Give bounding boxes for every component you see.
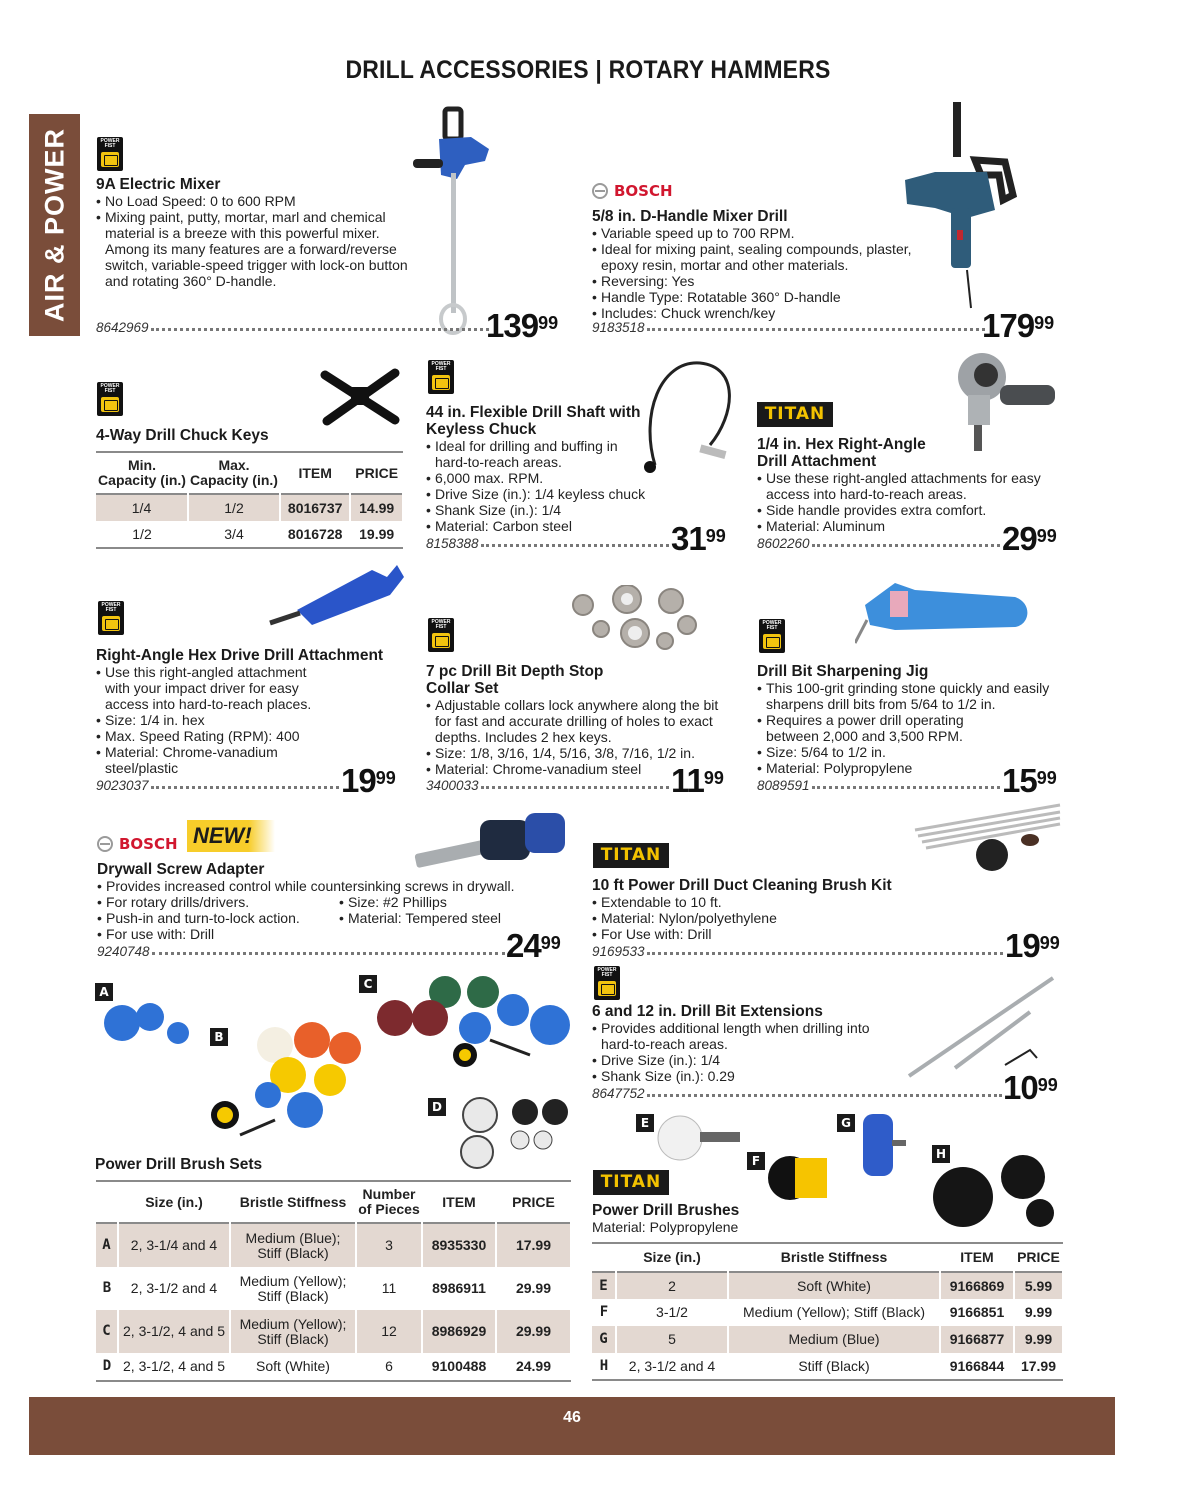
- brushes-subtitle: Material: Polypropylene: [592, 1219, 739, 1235]
- brush-set-b-image: [200, 1020, 380, 1160]
- price: $139^{99}$: [486, 307, 559, 344]
- column-header: Size (in.): [643, 1249, 701, 1265]
- price: $29^{99}$: [1002, 520, 1057, 557]
- table-row: 1/4 1/2 8016737 14.99: [96, 494, 403, 521]
- table-row: H 2, 3-1/2 and 4 Stiff (Black) 9166844 17.99: [592, 1353, 1063, 1380]
- power-fist-logo: POWER FIST: [98, 601, 124, 635]
- bullet: • Includes: Chuck wrench/key: [592, 305, 972, 321]
- brush-set-a-image: [100, 995, 195, 1055]
- bullet: • Max. Speed Rating (RPM): 400: [96, 728, 416, 744]
- bullet: • Size: 1/4 in. hex: [96, 712, 416, 728]
- table-row: B 2, 3-1/2 and 4 Medium (Yellow); Stiff (Black) 11 8986911 29.99: [102, 1272, 552, 1304]
- bullet: • For use with: Drill: [97, 926, 339, 942]
- bullet: • Use this right-angled attachment with your impact driver for easy access into hard-to-reach places.: [96, 664, 328, 712]
- power-fist-logo: POWER FIST: [594, 966, 620, 1000]
- table-row: 1/2 3/4 8016728 19.99: [96, 521, 403, 548]
- section-tab: [29, 114, 80, 336]
- bullet: • Size: 5/64 to 1/2 in.: [757, 744, 1077, 760]
- product-title: 7 pc Drill Bit Depth Stop Collar Set: [426, 663, 604, 697]
- bullet: • Drive Size (in.): 1/4: [592, 1052, 912, 1068]
- titan-logo: TITAN: [593, 843, 669, 868]
- product-title: Right-Angle Hex Drive Drill Attachment: [96, 647, 384, 664]
- price: $15^{99}$: [1002, 762, 1057, 799]
- bullet: • 6,000 max. RPM.: [426, 470, 666, 486]
- bullet: • Material: Carbon steel: [426, 518, 666, 534]
- titan-logo: TITAN: [757, 402, 833, 427]
- product-title: 10 ft Power Drill Duct Cleaning Brush Kit: [592, 877, 892, 894]
- brush-set-c-image: [365, 970, 580, 1075]
- bosch-logo: BOSCH: [592, 182, 673, 200]
- image-label-f: F: [747, 1152, 765, 1170]
- new-badge: NEW!: [187, 820, 275, 852]
- sku-line: 9023037: [96, 778, 341, 793]
- column-header: Number of Pieces: [358, 1186, 420, 1217]
- price: $179^{99}$: [982, 307, 1055, 344]
- table-row: G 5 Medium (Blue) 9166877 9.99: [592, 1326, 1063, 1353]
- bullet: • Ideal for mixing paint, sealing compounds, plaster, epoxy resin, mortar and other materials.: [592, 241, 937, 273]
- image-label-g: G: [837, 1114, 855, 1132]
- electric-mixer-image: [405, 105, 500, 340]
- table-row: C 2, 3-1/2, 4 and 5 Medium (Yellow); Stiff (Black) 12 8986929 29.99: [96, 1310, 571, 1353]
- bullet: • Provides additional length when drilling into hard-to-reach areas.: [592, 1020, 897, 1052]
- column-header: Min. Capacity (in.): [98, 457, 186, 488]
- column-header: ITEM: [960, 1249, 994, 1265]
- table-row: F 3-1/2 Medium (Yellow); Stiff (Black) 9166851 9.99: [599, 1304, 1053, 1320]
- brush-sets-title: Power Drill Brush Sets: [95, 1156, 263, 1173]
- image-label-h: H: [932, 1145, 950, 1163]
- product-title: 6 and 12 in. Drill Bit Extensions: [592, 1003, 823, 1020]
- price: $31^{99}$: [671, 520, 726, 557]
- section-tab-label: AIR & POWER: [39, 127, 69, 323]
- column-header: PRICE: [512, 1193, 555, 1210]
- product-title: 5/8 in. D-Handle Mixer Drill: [592, 208, 788, 225]
- bullet: • Material: Chrome-vanadium steel: [426, 761, 746, 777]
- duct-brush-kit-image: [910, 800, 1070, 875]
- bullet: • Material: Polypropylene: [757, 760, 1077, 776]
- sku-line: 8089591: [757, 778, 1002, 793]
- brush-sets-table: [96, 1180, 572, 1382]
- table-row: E 2 Soft (White) 9166869 5.99: [592, 1272, 1063, 1299]
- power-fist-logo: POWER FIST: [428, 618, 454, 652]
- footer-band: [29, 1397, 1115, 1455]
- image-label-b: B: [210, 1028, 228, 1046]
- bullet: • Drive Size (in.): 1/4 keyless chuck: [426, 486, 666, 502]
- product-title: Drill Bit Sharpening Jig: [757, 663, 929, 680]
- chuck-keys-title: 4-Way Drill Chuck Keys: [96, 427, 269, 444]
- column-header: Max. Capacity (in.): [190, 457, 278, 488]
- bullet: • Size: 1/8, 3/16, 1/4, 5/16, 3/8, 7/16, 1/2 in.: [426, 745, 746, 761]
- bullet: • Push-in and turn-to-lock action.: [97, 910, 339, 926]
- price: $24^{99}$: [506, 927, 561, 964]
- brushes-title: Power Drill Brushes: [592, 1202, 740, 1219]
- image-label-a: A: [95, 983, 113, 1001]
- power-fist-logo: POWER FIST: [428, 360, 454, 394]
- page-title: DRILL ACCESSORIES | ROTARY HAMMERS: [345, 56, 831, 84]
- brushes-table: [592, 1242, 1064, 1381]
- column-header: Size (in.): [145, 1193, 203, 1210]
- sku-line: 3400033: [426, 778, 671, 793]
- table-row: A 2, 3-1/4 and 4 Medium (Blue); Stiff (Black) 3 8935330 17.99: [96, 1223, 571, 1267]
- column-header: PRICE: [355, 464, 399, 481]
- bosch-ring-icon: [97, 836, 113, 852]
- product-sharpening-jig: [757, 663, 1077, 776]
- right-angle-hex-drive-image: [262, 555, 407, 630]
- bullet: • Material: Chrome-vanadium steel/plastic: [96, 744, 311, 776]
- column-header: Bristle Stiffness: [780, 1249, 888, 1265]
- bullet: • For rotary drills/drivers.: [97, 894, 339, 910]
- bullet: • Use these right-angled attachments for easy access into hard-to-reach areas.: [757, 470, 1047, 502]
- bullet: • Provides increased control while countersinking screws in drywall.: [97, 878, 577, 894]
- bullet: • Variable speed up to 700 RPM.: [592, 225, 972, 241]
- bullet: • Side handle provides extra comfort.: [757, 502, 1077, 518]
- bullet: • Size: #2 Phillips: [339, 894, 501, 910]
- titan-logo: TITAN: [593, 1170, 669, 1195]
- brush-f-image: [765, 1148, 850, 1208]
- sharpening-jig-image: [855, 575, 1035, 650]
- bullet: • Shank Size (in.): 1/4: [426, 502, 666, 518]
- chuck-keys-table: [96, 451, 404, 549]
- bullet: • This 100-grit grinding stone quickly and easily sharpens drill bits from 5/64 to 1/2 in.: [757, 680, 1067, 712]
- sku-line: 9169533: [592, 944, 1005, 959]
- column-header: ITEM: [298, 464, 332, 481]
- brush-e-image: [655, 1110, 745, 1165]
- bosch-logo: BOSCH: [97, 835, 178, 853]
- bullet: • Handle Type: Rotatable 360° D-handle: [592, 289, 972, 305]
- page-number: 46: [563, 1409, 581, 1426]
- bullet: • Ideal for drilling and buffing in hard-to-reach areas.: [426, 438, 626, 470]
- chuck-key-image: [315, 365, 405, 430]
- column-header: Bristle Stiffness: [239, 1193, 347, 1210]
- product-right-angle-hex-drive: [96, 647, 416, 776]
- depth-collar-image: [565, 585, 705, 655]
- column-header: ITEM: [442, 1193, 476, 1210]
- power-fist-logo: POWER FIST: [97, 137, 123, 171]
- product-title: 1/4 in. Hex Right-Angle Drill Attachment: [757, 436, 926, 470]
- bullet: • Material: Tempered steel: [339, 910, 501, 926]
- d-handle-mixer-drill-image: [895, 100, 1025, 315]
- sku-line: 9183518: [592, 320, 987, 335]
- flexible-shaft-image: [630, 355, 740, 475]
- product-depth-stop-collar-set: [426, 663, 746, 777]
- bit-extensions-image: [905, 970, 1055, 1080]
- sku-line: 8642969: [96, 320, 491, 335]
- table-row: D 2, 3-1/2, 4 and 5 Soft (White) 6 9100488 24.99: [96, 1353, 571, 1381]
- image-label-c: C: [359, 975, 377, 993]
- sku-line: 8158388: [426, 536, 671, 551]
- image-label-d: D: [428, 1098, 446, 1116]
- image-label-e: E: [636, 1114, 654, 1132]
- drywall-adapter-image: [410, 805, 575, 870]
- bullet: • Adjustable collars lock anywhere along the bit for fast and accurate drilling of holes to exact depths. Includes 2 hex keys.: [426, 697, 726, 745]
- power-fist-logo: POWER FIST: [759, 619, 785, 653]
- column-header: PRICE: [1017, 1249, 1060, 1265]
- bullet: • For Use with: Drill: [592, 926, 1072, 942]
- sku-line: 9240748: [97, 944, 507, 959]
- product-title: 44 in. Flexible Drill Shaft with Keyless Chuck: [426, 404, 641, 438]
- bosch-ring-icon: [592, 183, 608, 199]
- bullet: • Requires a power drill operating between 2,000 and 3,500 RPM.: [757, 712, 997, 744]
- price: $19^{99}$: [1005, 927, 1060, 964]
- column-header: [592, 1243, 616, 1272]
- bullet: • Extendable to 10 ft.: [592, 894, 1072, 910]
- column-header: [96, 1181, 118, 1223]
- brush-h-image: [928, 1155, 1068, 1230]
- bullet: • Mixing paint, putty, mortar, marl and chemical material is a breeze with this powerful mixer. Among its many features are a forward/reverse switch, variable-speed trigger with lock-on button and rotating 360° D-handle.: [96, 209, 426, 289]
- product-drywall-screw-adapter: [97, 861, 577, 942]
- product-title: 9A Electric Mixer: [96, 176, 221, 193]
- product-drill-bit-extensions: [592, 1003, 912, 1084]
- price: $10^{99}$: [1003, 1069, 1058, 1106]
- bullet: • Material: Nylon/polyethylene: [592, 910, 1072, 926]
- power-fist-logo: POWER FIST: [97, 382, 123, 416]
- price: $11^{99}$: [671, 762, 724, 799]
- product-electric-mixer: [96, 176, 436, 289]
- brush-g-image: [858, 1112, 908, 1182]
- bullet: • Reversing: Yes: [592, 273, 972, 289]
- brush-set-d-image: [455, 1095, 580, 1170]
- bullet: • No Load Speed: 0 to 600 RPM: [96, 193, 436, 209]
- bullet: • Material: Aluminum: [757, 518, 1077, 534]
- sku-line: 8602260: [757, 536, 1002, 551]
- product-duct-cleaning-kit: [592, 877, 1072, 942]
- sku-line: 8647752: [592, 1086, 1004, 1101]
- product-title: Drywall Screw Adapter: [97, 861, 265, 878]
- price: $19^{99}$: [341, 762, 396, 799]
- bullet: • Shank Size (in.): 0.29: [592, 1068, 912, 1084]
- hex-right-angle-image: [950, 345, 1060, 455]
